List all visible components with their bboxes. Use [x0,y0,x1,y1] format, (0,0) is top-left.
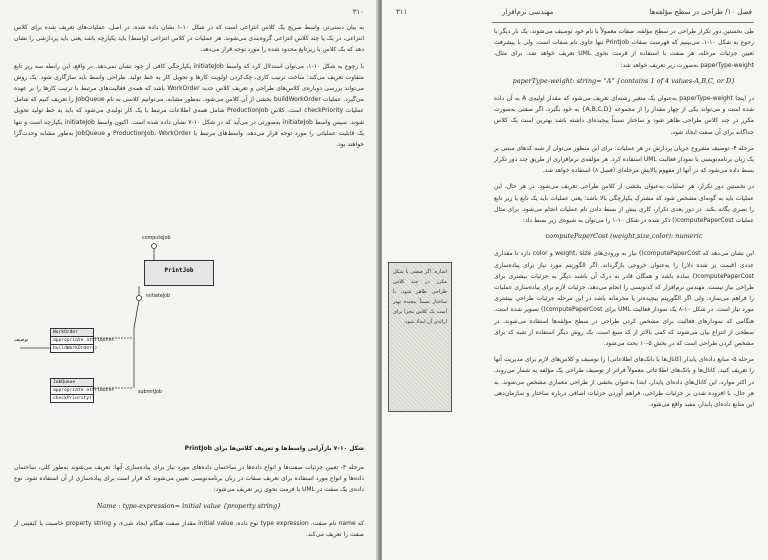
papertype-formula: paperType-weight: string= "A" {contains 1 of 4 values-A,B,C, or D} [512,76,736,85]
right-step-5: مرحله ۵- منابع داده‌ای پایدار (کانال‌ها یا بانک‌های اطلاعاتی) را توصیف و کلاس‌های لازم برای مدیریت آنها را تعریف کنید. کانال‌ها و بانک‌های اطلاعاتی معمولاً فراتر از توصیف طراحی یک مؤلفه به شمار می‌روند. در اکثر موارد، این کانال‌های داده‌ای پایدار، ابتدا به‌عنوان بخشی از طراحی معماری مشخص می‌شوند. به هر حال، با افزوده شدن بر جزئیات طراحی، فراهم آوردن جزئیات اضافی درباره ساختار و سازمان‌دهی این منابع داده‌ای پایدار، مفید واقع می‌شود. [494,356,754,409]
left-paragraph-1: به بیان دستی‌تر، واسط صریح یک کلاس انتزاعی است که در شکل ۱۰-۱ نشان داده شده. در اصل، عملیات‌های تعریف شده برای کلاس انتزاعی، در یک یا چند کلاس انتزاعی گروه‌بندی می‌شوند. هر عملیات در کلاس انتزاعی (واسط) باید یکپارچه باشد یعنی باید پردازشی را نشان دهد که یک کلاس یا زیرتابع محدود شده را مورد توجه قرار می‌دهد. [14,24,364,54]
right-paragraph-1: طی نخستین دور تکرار طراحی در سطح مؤلفه، صفات معمولاً با نام خود توصیف می‌شوند. یک بار دیگر با رجوع به شکل ۱۰-۱، می‌بینیم که فهرست صفات PrintJob تنها حاوی نام صفات است. ولی با پیشرفت تعیین جزئیات مرحله، هر صفت با استفاده از فرمت نحوی UML تعریف خواهد شد. برای مثال، paperType-weight به‌صورت زیر تعریف خواهد شد: [494,28,755,69]
running-head-book: مهندسی نرم‌افزار [502,8,554,16]
label-compute-job: computeJob [142,236,171,241]
right-step-4: مرحله ۴- توصیف مشروح جریان پردازش در هر عملیات: برای این منظور می‌توان از شبه کدهای مبتنی بر یک زبان برنامه‌نویسی یا نمودار فعالیت UML استفاده کرد. هر مؤلفه‌ی نرم‌افزاری از طریق چند دور تکرار بسط داده می‌شود که در آنها از مفهوم پالایش مرحله‌ای (فصل ۸) استفاده خواهد شد. [494,144,754,175]
running-head-chapter: فصل ۱۰/ طراحی در سطح مؤلفه‌ها [649,8,752,16]
compute-paper-cost-formula: computePaperCost (weight,size,color): numeric [545,232,703,241]
right-paragraph-2: در اینجا paperType-weight به‌عنوان یک متغیر رشته‌ای تعریف می‌شود که مقدار اولیه‌ی A به آن داده شده است و می‌تواند یکی از چهار مقدار را از مجموعه {A,B,C,D} به خود بگیرد. اگر صفتی به‌صورت مکرر در چند کلاس طراحی ظاهر شود و ساختار نسبتاً پیچیده‌ای داشته باشد بهترین است یک کلاس جداگانه برای آن صفت ایجاد شود. [494,95,754,136]
left-page [0,0,378,560]
workorder-class-box [50,328,114,353]
left-column-top [14,22,364,155]
figure-caption: شکل ۱۰-۷ بازآرایی واسط‌ها و تعریف کلاس‌ها برای PrintJob [184,445,364,452]
page-number-right: ۳۱۱ [396,8,408,16]
right-paragraph-5: این نشان می‌دهد که computePaperCost() نیاز به ورودی‌های weight، size و color دارد تا مقداری عددی (قیمت پر شده دلار) را به‌عنوان خروجی بازگرداند. اگر الگوریتم مورد نیاز برای پیاده‌سازی computePaperCost() ساده باشد و همگان قادر به درک آن باشند دیگر به جزئیات بیشتری برای طراحی نیاز نیست. مهندس نرم‌افزار که کدنویسی را انجام می‌دهد، جزئیات لازم برای پیاده‌سازی عملیات را فراهم می‌سازد. ولی اگر الگوریتم پیچیده‌تر یا محرمانه باشد در این مرحله جزئیات طراحی بیشتری مورد نیاز است. در شکل ۱۰-۸ یک نمودار فعالیت UML برای computePaperCost() تصویر شده است. هنگامی که نمودارهای فعالیت برای مشخص کردن طراحی در سطح مؤلفه‌ها استفاده می‌شوند، در سطحی از انتزاع بیان می‌شوند که کمی بالاتر از کد منبع است. یک روش دیگر استفاده از شبه کد برای مشخص کردن طراحی است که در بخش ۵-۱۰ بحث می‌شود. [494,250,755,348]
margin-note-text: اشاره: اگر صفتی با شکل مکرر در چند کلاس طراحی ظاهر شود، با ساختار نسبتاً پیچیده بهتر است یک کلاس مجزا برای ارائه‌ی آن ایجاد شود. [393,269,447,325]
jobqueue-attributes: appropriate attributes [53,388,114,393]
jobqueue-class-box [50,378,114,403]
uml-attribute-syntax: Name : type-expression= initial value {property string} [96,501,282,510]
workorder-name: WorkOrder [51,329,93,337]
right-column [494,26,754,415]
margin-note-box [388,262,452,412]
workorder-attributes: appropriate attributes [53,338,114,343]
printjob-class-box [144,260,214,286]
page-number-left: ۳۱۰ [352,8,364,16]
printjob-class-name: PrintJob [145,261,213,285]
left-column-bottom [14,462,364,545]
left-step-3: مرحله ۳- تعیین جزئیات صفت‌ها و انواع داده‌ها در ساختمان داده‌های مورد نیاز برای پیاده‌سازی آنها: تعریف می‌شوند به‌طور کلی، ساختمان داده‌ها و انواع مورد استفاده برای تعریف صفات در زبان برنامه‌نویسی تعیین می‌شوند که قرار است برای پیاده‌سازی از آن استفاده شود. نوع داده‌ی یک صفت در UML با فرمت نحوی زیر تعریف می‌شود: [14,464,365,494]
label-submit-job: submitJob [138,390,162,395]
left-paragraph-2: با رجوع به شکل ۱۰-۱، می‌توان استدلال کرد که واسط initiateJob یکپارچگی کافی از خود نشان نمی‌دهد. در واقع، این رابطه سه زیر تابع متفاوت تعریف می‌کند: ساخت ترتیب کاری، چک‌کردن اولویت کارها و تحویل کار به خط تولید. طراحی واسط باید سازگاری شود. یک روش می‌تواند بررسی دوباره‌ی کلاس‌های طراحی و تعریف کلاس جدید WorkOrder باشد که همه‌ی فعالیت‌های مرتبط با ترتیب کارها را بر عهده می‌گیرد. عملیات buildWorkOrder بخشی از آن کلاس می‌شود. به‌طور مشابه، می‌توانیم کلاسی به نام JobQueue را تعریف کنیم که شامل عملیات checkPriority است. کلاس ProductionJob شامل همه‌ی اطلاعات مرتبط با یک کار تولیدی می‌شود که باید به خط تولید تحویل شوند. سپس واسط initiateJob به‌صورتی در می‌آید که در شکل ۱۰-۷ نشان داده شده است. اکنون واسط initiateJob یکپارچه است و تنها یک قابلیت عملیاتی را مورد توجه قرار می‌دهد. واسط‌های مرتبط با ProductionJob، WorkOrder و JobQueue به‌طور مشابه وحدت‌گرا خواهند بود. [14,62,365,149]
header-rule [492,22,754,23]
label-description: توصیف [14,338,29,343]
workorder-operation: buildWorkOrder() [53,346,98,351]
left-tail-paragraph: که name نام صفت، type expression نوع داده، initial value مقدار صفت هنگام ایجاد شیء، و property string خاصیت یا کیفیتی از صفت را تعریف می‌کند. [14,519,364,539]
right-page [382,0,768,560]
right-paragraph-4: در نخستین دور تکرار، هر عملیات به‌عنوان بخشی از کلاس طراحی تعریف می‌شود. در هر حال، این عملیات باید به گونه‌ای مشخص شود که مشترکِ یکپارچگی بالا باشد؛ یعنی عملیات باید یک تابع یا زیر تابع را بصری یگانه بکند. در دور بعدی تکرار، کاری بیش از بسط دادن نام عملیات انجام می‌شود. برای مثال عملیات computePaperCost() ذکر شده در شکل ۱۰-۱ را می‌توان به شیوه‌ی زیر بسط داد: [494,183,754,225]
label-initiate-job: initiateJob [146,294,171,299]
uml-figure [14,238,254,438]
jobqueue-operation: checkPriority() [53,396,95,401]
jobqueue-name: JobQueue [51,379,93,387]
